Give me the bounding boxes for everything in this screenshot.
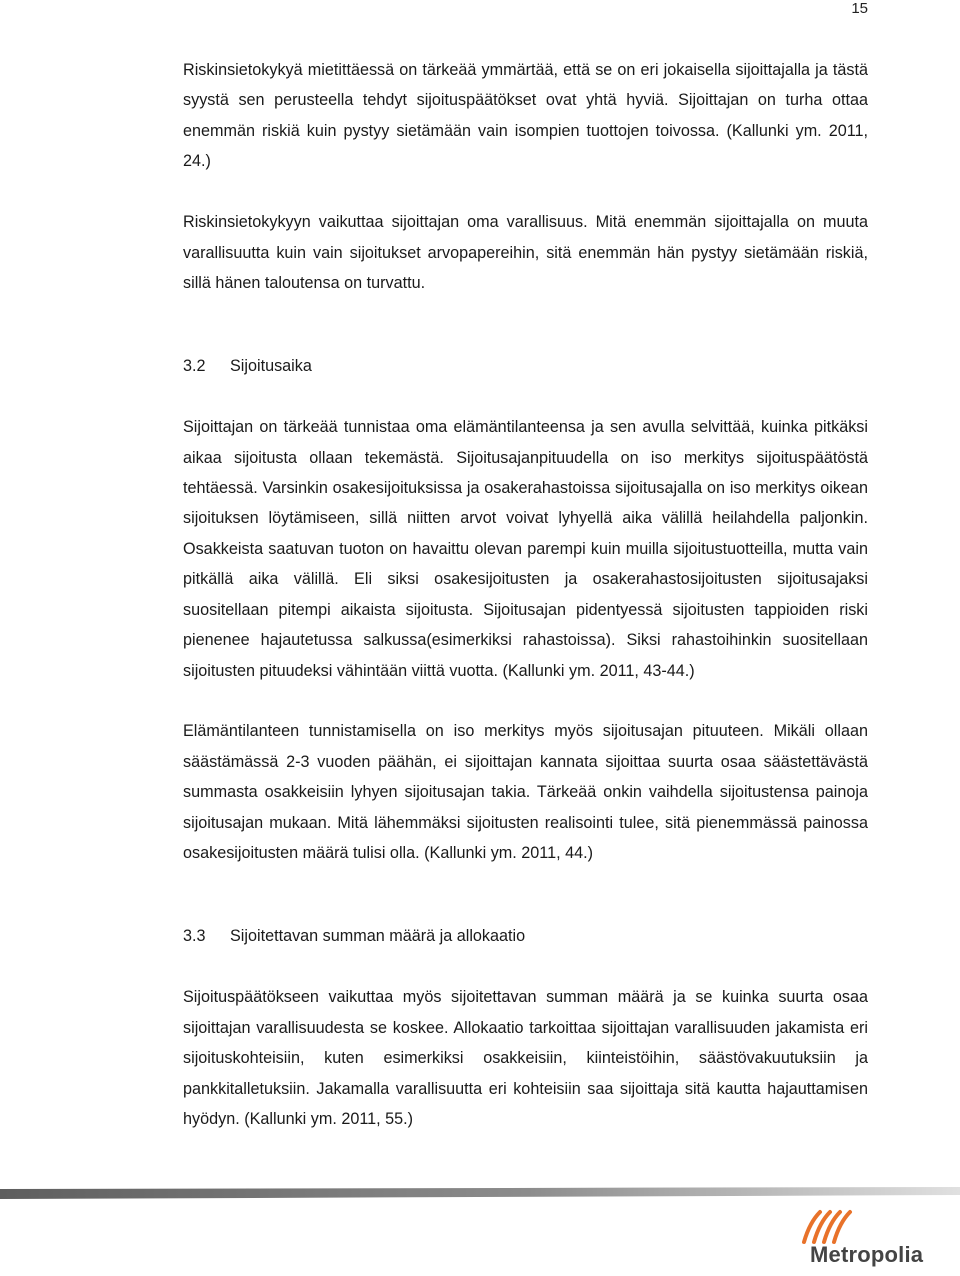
section-title: Sijoitettavan summan määrä ja allokaatio — [230, 927, 526, 946]
section-number: 3.2 — [183, 357, 206, 376]
document-body — [183, 55, 868, 1134]
paragraph-life-situation: Elämäntilanteen tunnistamisella on iso merkitys myös sijoitusajan pituuteen. Mikäli ollaan säästämässä 2-3 vuoden päähän, ei sijoittajan kannata sijoittaa suurta osaa säästettävästä summasta osakkeisiin lyhyen sijoitusajan takia. Tärkeää onkin vaihdella sijoitustensa painoja sijoitusajan mukaan. Mitä lähemmäksi sijoitusten realisointi tulee, sitä pienemmässä painossa osakesijoitusten määrä tulisi olla. (Kallunki ym. 2011, 44.) — [183, 722, 868, 863]
paragraph-risk-tolerance: Riskinsietokykyä mietittäessä on tärkeää ymmärtää, että se on eri jokaisella sijoittajalla ja tästä syystä sen perusteella tehdyt sijoituspäätökset ovat yhtä hyviä. Sijoittajan on turha ottaa enemmän riskiä kuin pystyy sietämään vain isompien tuottojen toivossa. (Kallunki ym. 2011, 24.) — [183, 61, 868, 171]
section-number: 3.3 — [183, 927, 206, 946]
logo-wordmark: Metropolia — [810, 1242, 924, 1267]
footer-gradient-bar — [0, 1187, 960, 1199]
section-heading-3-2 — [183, 351, 868, 381]
paragraph-allocation: Sijoituspäätökseen vaikuttaa myös sijoitettavan summan määrä ja se kuinka suurta osaa sijoittajan varallisuudesta se koskee. Allokaatio tarkoittaa sijoittajan varallisuuden jakamista eri sijoituskohteisiin, kuten esimerkiksi osakkeisiin, kiinteistöihin, säästövakuutuksiin ja pankkitalletuksiin. Jakamalla varallisuutta eri kohteisiin saa sijoittaja sitä kautta hajauttamisen hyödyn. (Kallunki ym. 2011, 55.) — [183, 988, 868, 1128]
paragraph-wealth: Riskinsietokykyyn vaikuttaa sijoittajan oma varallisuus. Mitä enemmän sijoittajalla on muuta varallisuutta kuin vain sijoitukset arvopapereihin, sitä enemmän hän pystyy sietämään riskiä, sillä hänen taloutensa on turvattu. — [183, 213, 868, 292]
section-heading-3-3 — [183, 921, 868, 951]
page-number: 15 — [851, 0, 868, 17]
paragraph-investment-period: Sijoittajan on tärkeää tunnistaa oma elämäntilanteensa ja sen avulla selvittää, kuinka pitkäksi aikaa sijoitusta ollaan tekemästä. Sijoitusajanpituudella on iso merkitys sijoituspäätöstä tehtäessä. Varsinkin osakesijoituksissa ja osakerahastoissa sijoitusajalla on iso merkitys oikean sijoituksen löytämiseen, sillä niitten arvot voivat lyhyellä aika välillä heilahdella paljonkin. Osakkeista saatuvan tuoton on havaittu olevan parempi kuin muilla sijoitustuotteilla, mutta vain pitkällä aika välillä. Eli siksi osakesijoitusten ja osakerahastosijoitusten sijoitusajaksi suositellaan pitempi aikaista sijoitusta. Sijoitusajan pidentyessä sijoitusten tappioiden riski pienenee hajautetussa salkussa(esimerkiksi rahastoissa). Siksi rahastoihinkin suositellaan sijoitusten pituudeksi vähintään viittä vuotta. (Kallunki ym. 2011, 43-44.) — [183, 418, 868, 680]
section-title: Sijoitusaika — [230, 357, 312, 376]
